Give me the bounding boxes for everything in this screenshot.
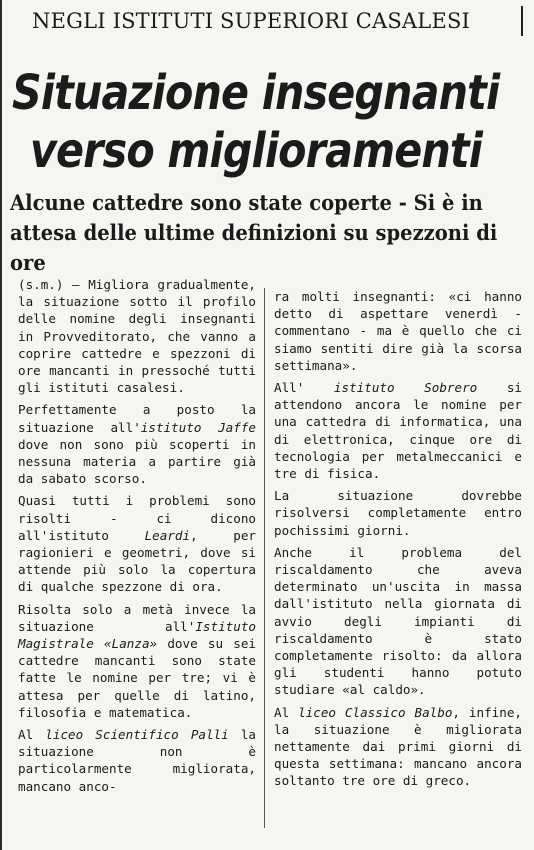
headline-line-2: verso miglioramenti: [30, 123, 483, 179]
article-column-left: [18, 276, 256, 800]
paragraph: All' istituto Sobrero si attendono ancora le nomine per una cattedra di informatica, una di elettronica, cinque ore di tecnologia per metalmeccanici e tre di fisica.: [274, 380, 522, 482]
kicker-rule: [521, 6, 523, 36]
article-column-right: [274, 288, 522, 795]
kicker-line: NEGLI ISTITUTI SUPERIORI CASALESI: [32, 9, 471, 33]
paragraph: Al liceo Scientifico Palli la situazione non è particolarmente migliorata, mancano anco-: [18, 727, 257, 794]
headline-line-1: Situazione insegnanti: [12, 65, 500, 121]
paragraph: (s.m.) — Migliora gradualmente, la situazione sotto il profilo delle nomine degli insegnanti in Provveditorato, che vanno a coprire cattedre e spezzoni di ore mancanti in pressoché tutti gli istituti casalesi.: [18, 277, 256, 396]
paragraph: Perfettamente a posto la situazione all'istituto Jaffe dove non sono più scoperti in nessuna materia a partire già da sabato scorso.: [18, 402, 257, 487]
paragraph: Al liceo Classico Balbo, infine, la situazione è migliorata nettamente dai primi giorni di questa settimana: mancano ancora soltanto tre ore di greco.: [274, 704, 522, 789]
paragraph: Anche il problema del riscaldamento che aveva determinato un'uscita in massa dall'istituto nella giornata di avvio degli impianti di riscaldamento è stato completamente risolto: da allora gli studenti hanno potuto studiare «al caldo».: [274, 544, 522, 698]
column-divider: [264, 288, 265, 828]
paragraph: Quasi tutti i problemi sono risolti - ci dicono all'istituto Leardi, per ragionieri e geometri, dove si attende più solo la copertura di qualche spezzone di ora.: [18, 493, 256, 595]
paragraph: Risolta solo a metà invece la situazione all'Istituto Magistrale «Lanza» dove su sei cattedre mancanti sono state fatte le nomine per tre; vi è attesa per quelle di latino, filosofia e matematica.: [18, 601, 256, 720]
paragraph: La situazione dovrebbe risolversi completamente entro pochissimi giorni.: [274, 488, 522, 538]
subheadline: Alcune cattedre sono state coperte - Si è in attesa delle ultime definizioni su spezzoni di ore: [10, 190, 498, 275]
paragraph: ra molti insegnanti: «ci hanno detto di aspettare venerdì - commentano - ma è quello che ci siamo sentiti dire già la scorsa settimana».: [274, 289, 522, 373]
